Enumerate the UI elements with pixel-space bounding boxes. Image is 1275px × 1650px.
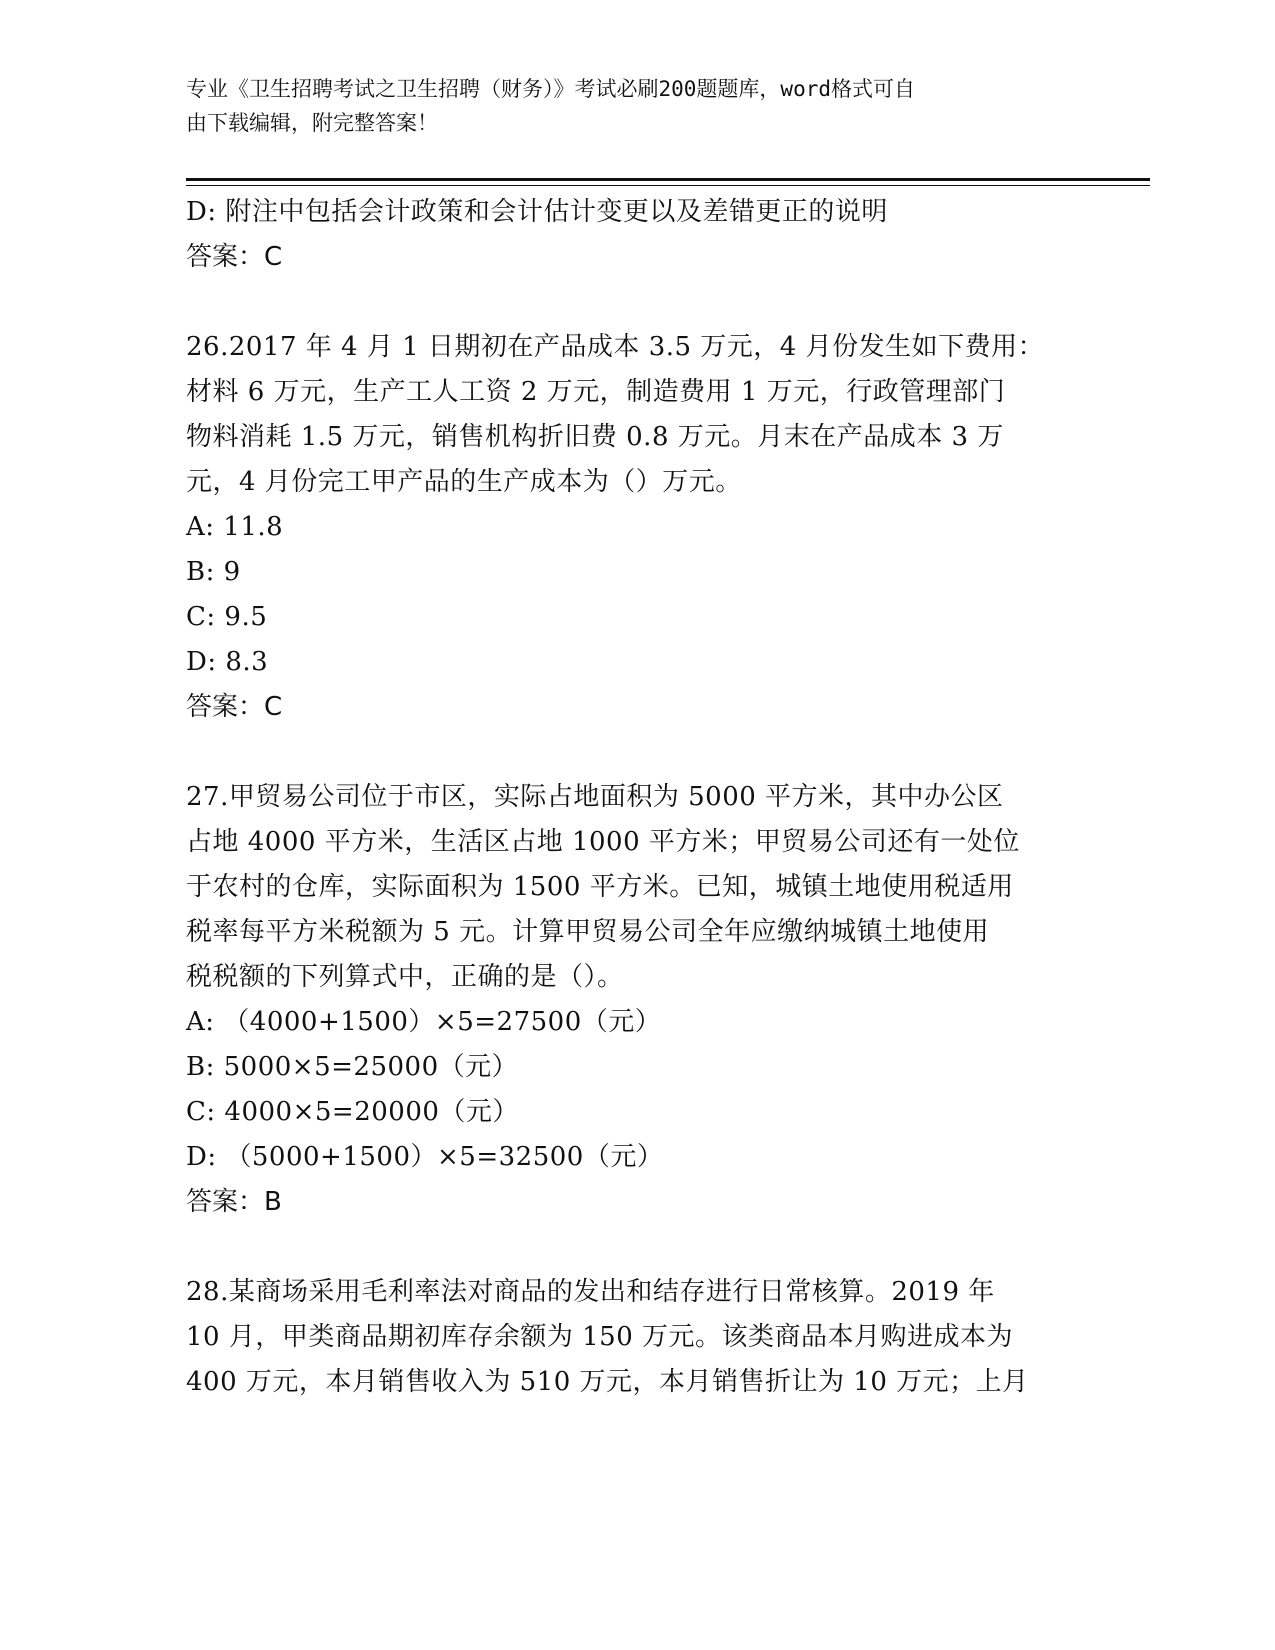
- option-c: C: 4000×5=20000（元）: [186, 1097, 519, 1127]
- option-a: A: （4000+1500）×5=27500（元）: [186, 1007, 662, 1037]
- question-stem-line: 占地 4000 平方米，生活区占地 1000 平方米；甲贸易公司还有一处位: [186, 827, 1020, 857]
- answer-line: 答案：C: [186, 692, 283, 722]
- spacer: [186, 730, 1076, 775]
- option-b: B: 5000×5=25000（元）: [186, 1052, 519, 1082]
- spacer: [186, 280, 1076, 325]
- option-d: D: （5000+1500）×5=32500（元）: [186, 1142, 664, 1172]
- header-rule-thick: [186, 178, 1150, 181]
- question-27: [186, 775, 1076, 1225]
- question-stem-line: 税率每平方米税额为 5 元。计算甲贸易公司全年应缴纳城镇土地使用: [186, 917, 990, 947]
- answer-line: 答案：B: [186, 1187, 282, 1217]
- option-a: A: 11.8: [186, 512, 284, 542]
- option-d: D: 附注中包括会计政策和会计估计变更以及差错更正的说明: [186, 197, 888, 227]
- option-b: B: 9: [186, 557, 241, 587]
- document-body: [186, 190, 1076, 1405]
- question-stem-line: 400 万元，本月销售收入为 510 万元，本月销售折让为 10 万元；上月: [186, 1367, 1029, 1397]
- document-header: [186, 72, 1066, 140]
- previous-question-tail: [186, 190, 1076, 280]
- header-rule-thin: [186, 185, 1150, 186]
- question-28: [186, 1270, 1076, 1405]
- question-stem-line: 于农村的仓库，实际面积为 1500 平方米。已知，城镇土地使用税适用: [186, 872, 1014, 902]
- question-stem-line: 元，4 月份完工甲产品的生产成本为（）万元。: [186, 467, 742, 497]
- spacer: [186, 1225, 1076, 1270]
- question-stem-line: 26.2017 年 4 月 1 日期初在产品成本 3.5 万元，4 月份发生如下费用：: [186, 332, 1045, 362]
- question-stem-line: 28.某商场采用毛利率法对商品的发出和结存进行日常核算。2019 年: [186, 1277, 995, 1307]
- question-stem-line: 物料消耗 1.5 万元，销售机构折旧费 0.8 万元。月末在产品成本 3 万: [186, 422, 1004, 452]
- question-stem-line: 材料 6 万元，生产工人工资 2 万元，制造费用 1 万元，行政管理部门: [186, 377, 1006, 407]
- header-line-1: 专业《卫生招聘考试之卫生招聘（财务）》考试必刷200题题库，word格式可自: [186, 77, 915, 101]
- header-line-2: 由下载编辑，附完整答案！: [186, 111, 438, 135]
- question-26: [186, 325, 1076, 730]
- question-stem-line: 税税额的下列算式中，正确的是（）。: [186, 962, 624, 992]
- option-c: C: 9.5: [186, 602, 268, 632]
- question-stem-line: 10 月，甲类商品期初库存余额为 150 万元。该类商品本月购进成本为: [186, 1322, 1014, 1352]
- question-stem-line: 27.甲贸易公司位于市区，实际占地面积为 5000 平方米，其中办公区: [186, 782, 1004, 812]
- answer-line: 答案：C: [186, 242, 283, 272]
- option-d: D: 8.3: [186, 647, 269, 677]
